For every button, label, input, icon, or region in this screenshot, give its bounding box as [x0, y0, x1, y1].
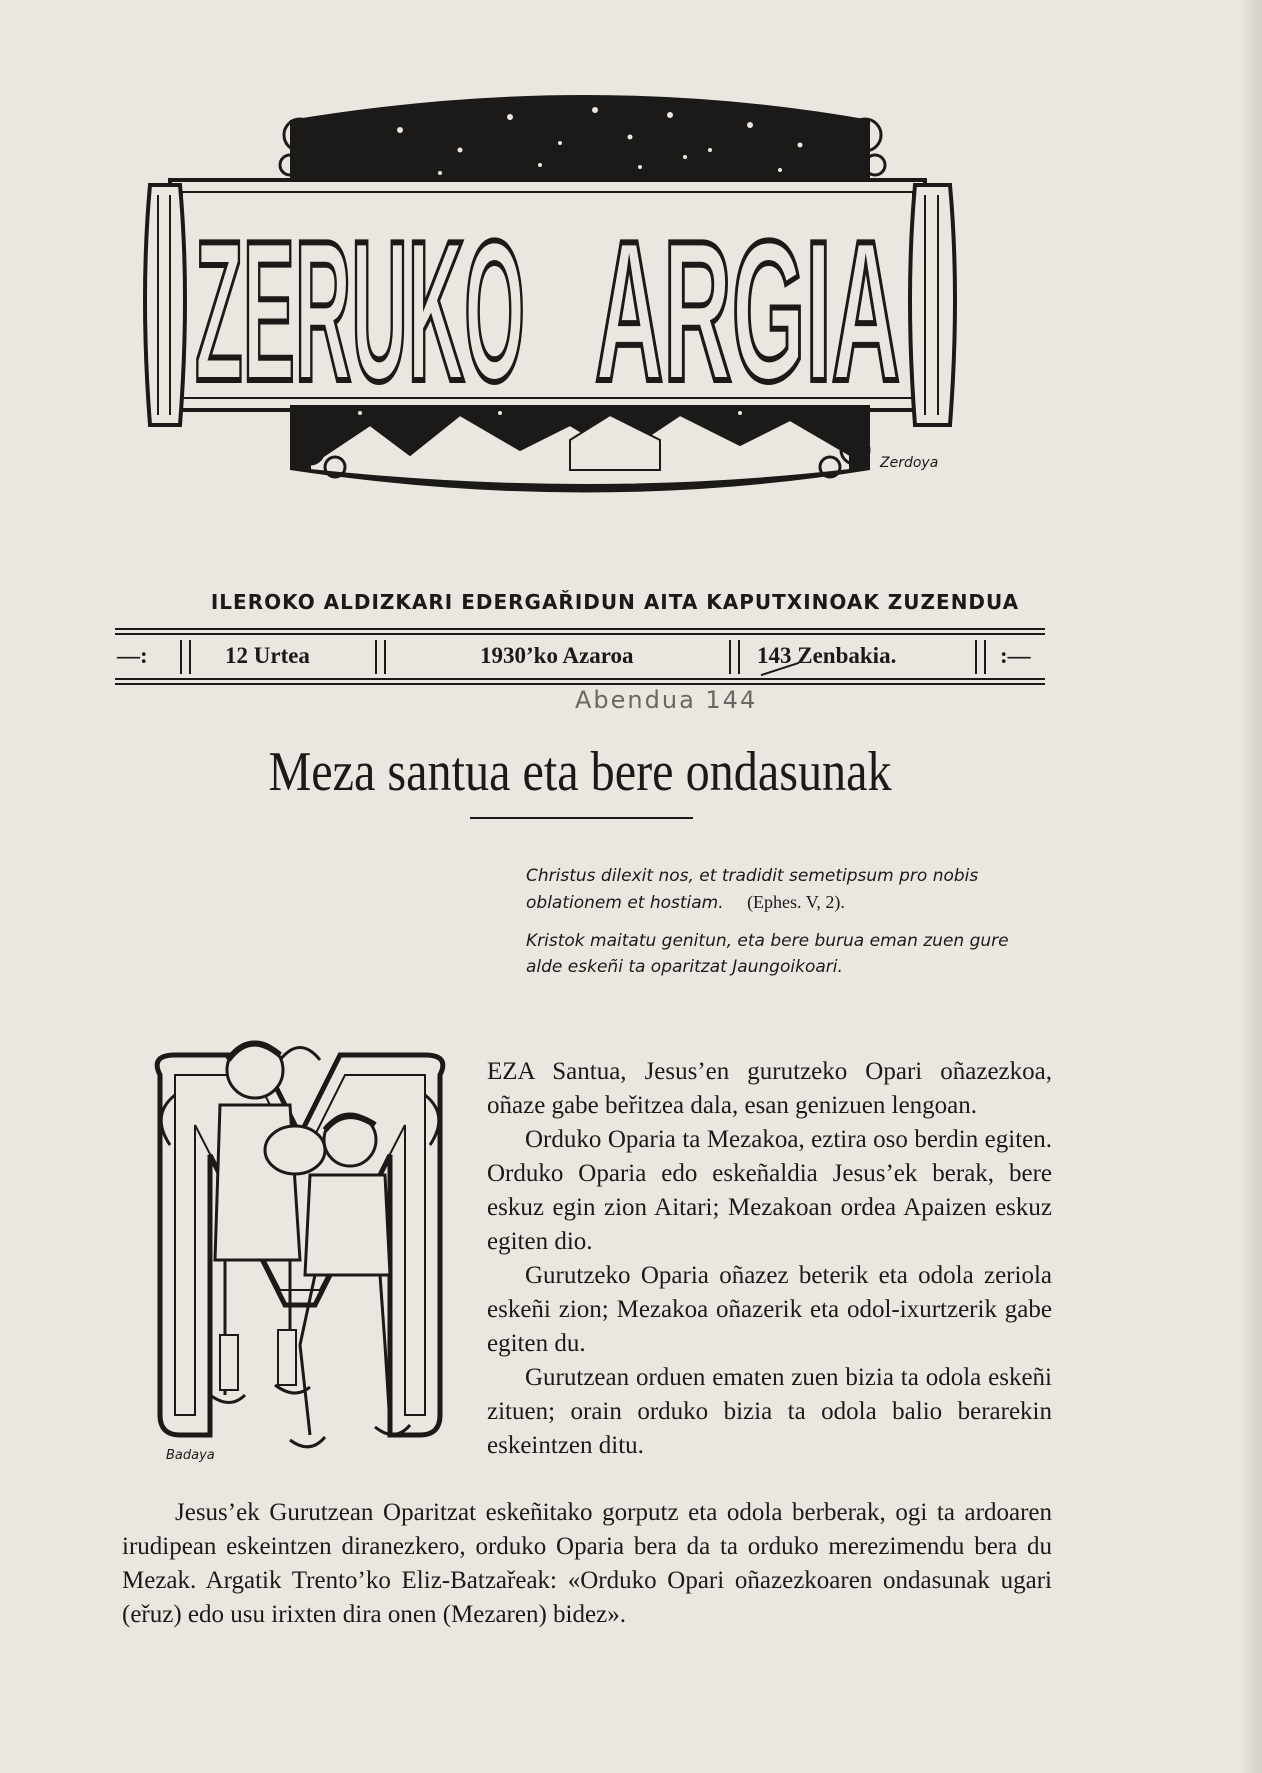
page-edge-shadow: [1240, 0, 1262, 1773]
paragraph: EZA Santua, Jesus’en gurutzeko Opari oñazezkoa, oñaze gabe beřitzea dala, esan genizuen lengoan.: [487, 1058, 1052, 1119]
epigraph: [526, 863, 1016, 992]
rule-bottom-inner: [115, 678, 1045, 680]
illustrated-initial: [140, 1015, 460, 1485]
masthead-title-2: ARGIA: [595, 200, 900, 423]
epigraph-basque: Kristok maitatu genitun, eta bere burua eman zuen gure alde eskeñi ta oparitzat Jaungoikoari.: [526, 931, 1009, 977]
epigraph-reference: (Ephes. V, 2).: [747, 892, 845, 912]
divider: [729, 640, 740, 674]
right-ornament: :—: [1000, 643, 1031, 668]
publication-subtitle: ILEROKO ALDIZKARI EDERGAŘIDUN AITA KAPUTXINOAK ZUZENDUA: [210, 590, 1020, 614]
issue-date: 1930’ko Azaroa: [480, 643, 634, 668]
rule-bottom: [115, 683, 1045, 685]
masthead: [140, 95, 1040, 575]
article-body-full: [122, 1496, 1052, 1632]
issue-info-bar: [115, 628, 1045, 684]
article-title: Meza santua eta bere ondasunak: [268, 741, 892, 803]
handwritten-annotation: Abendua 144: [575, 686, 758, 714]
left-ornament: —:: [117, 643, 148, 668]
title-underline: [470, 817, 693, 819]
epigraph-latin-text: Christus dilexit nos, et tradidit semetipsum pro nobis oblationem et hostiam.: [526, 866, 979, 913]
masthead-title-1: ZERUKO: [195, 200, 525, 423]
epigraph-latin: [526, 863, 1016, 916]
divider: [375, 640, 386, 674]
rule-top: [115, 628, 1045, 630]
divider: [180, 640, 191, 674]
paragraph: Orduko Oparia ta Mezakoa, eztira oso berdin egiten. Orduko Oparia edo eskeñaldia Jesus’ek berak, bere eskuz egin zion Aitari; Mezakoan ordea Apaizen eskuz egiten dio.: [487, 1126, 1052, 1255]
paragraph: Jesus’ek Gurutzean Oparitzat eskeñitako gorputz eta odola berberak, ogi ta ardoaren irudipean eskeintzen diranezkero, orduko Oparia bera da ta orduko merezimendu bera du Mezak. Argatik Trento’ko Eliz-Batzařeak: «Orduko Opari oñazezkoaren ondasunak ugari (eřuz) edo usu irixten dira onen (Mezaren) bidez».: [122, 1499, 1052, 1628]
rule-top-inner: [115, 633, 1045, 635]
masthead-artwork: [140, 95, 1040, 575]
artist-signature: Zerdoya: [880, 455, 939, 471]
paragraph: Gurutzean orduen ematen zuen bizia ta odola eskeñi zituen; orain orduko bizia ta odola balio berarekin eskeintzen ditu.: [487, 1364, 1052, 1459]
illustration-signature: Badaya: [166, 1448, 215, 1463]
boys-drinking-illustration: [140, 1015, 460, 1485]
issue-number: 143 Zenbakia.: [757, 643, 897, 668]
paragraph: Gurutzeko Oparia oñazez beterik eta odola zeriola eskeñi zion; Mezakoa oñazerik eta odol-ixurtzerik gabe egiten du.: [487, 1262, 1052, 1357]
article-body-column: [487, 1055, 1052, 1463]
divider: [975, 640, 986, 674]
year-label: 12 Urtea: [225, 643, 310, 668]
